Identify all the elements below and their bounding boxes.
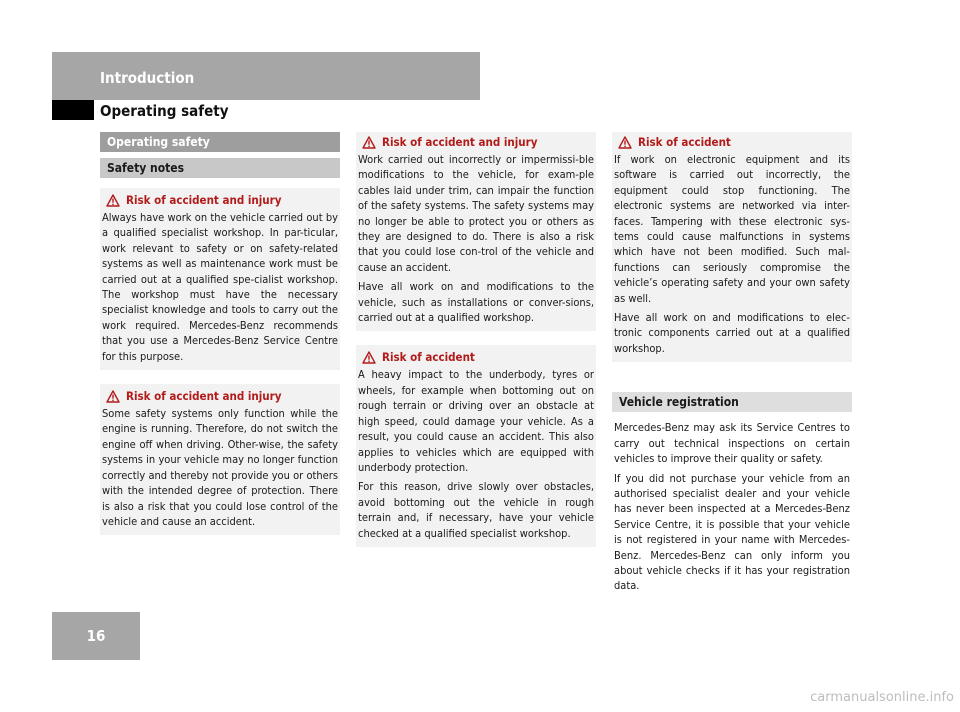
warning-triangle-icon	[362, 351, 376, 364]
section-marker	[52, 100, 94, 120]
registration-text: Mercedes-Benz may ask its Service Centres to carry out technical inspections on certain vehicles to improve their quality or safety.	[614, 421, 850, 466]
warning-text: For this reason, drive slowly over obstacles, avoid bottoming out the vehicle in rough terrain and, if necessary, have your vehicle checked at a qualified specialist workshop.	[358, 480, 594, 540]
warning-text: Some safety systems only function while the engine is running. Therefore, do not switch the engine off when driving. Other-wise, the safety systems in your vehicle may no longer function correctly and thereby not provide you or others with the intended degree of protection. There is also a risk that you could lose control of the vehicle and cause an accident.	[102, 407, 338, 528]
warning-box	[356, 132, 596, 331]
column-2	[356, 132, 596, 555]
chapter-title: Introduction	[100, 69, 195, 87]
warning-triangle-icon	[618, 136, 632, 149]
page-number: 16	[86, 627, 106, 645]
warning-title-text: Risk of accident and injury	[126, 389, 282, 404]
warning-text: If work on electronic equipment and its software is carried out incorrectly, the equipment could stop functioning. The electronic systems are networked via inter-faces. Tampering with these electronic sys-tems could cause malfunctions in systems which have not been modified. Such mal-functions can seriously compromise the vehicle’s operating safety and your own safety as well.	[614, 153, 850, 305]
warning-text: Have all work on and modifications to elec-tronic components carried out at a qualified workshop.	[614, 311, 850, 355]
warning-title-text: Risk of accident and injury	[382, 135, 538, 149]
subsection-heading: Safety notes	[100, 158, 340, 178]
section-heading: Operating safety	[100, 132, 340, 152]
warning-text: A heavy impact to the underbody, tyres or wheels, for example when bottoming out on rough terrain or driving over an obstacle at high speed, could damage your vehicle. As a result, you could cause an accident. This also applies to vehicles which are equipped with underbody protection.	[358, 368, 594, 474]
warning-title-text: Risk of accident	[638, 135, 731, 149]
warning-triangle-icon	[106, 390, 120, 403]
warning-text: Have all work on and modifications to the vehicle, such as installations or conver-sions, carried out at a qualified workshop.	[358, 280, 594, 325]
warning-text: Always have work on the vehicle carried out by a qualified specialist workshop. In par-ticular, work relevant to safety or on safety-related systems as well as maintenance work must be carried out at a qualified spe-cialist workshop. The workshop must have the necessary specialist knowledge and tools to carry out the work required. Mercedes-Benz recommends that you use a Mercedes-Benz Service Centre for this purpose.	[102, 211, 338, 363]
section-title: Operating safety	[100, 102, 229, 120]
column-3	[612, 132, 852, 598]
watermark: carmanualsonline.info	[810, 690, 954, 705]
warning-title	[106, 388, 338, 404]
warning-box	[356, 345, 596, 546]
warning-triangle-icon	[362, 136, 376, 149]
warning-title-text: Risk of accident	[382, 350, 475, 365]
warning-triangle-icon	[106, 194, 120, 207]
warning-box	[100, 188, 340, 370]
column-1	[100, 132, 340, 543]
warning-title-text: Risk of accident and injury	[126, 193, 282, 207]
warning-title	[106, 192, 338, 208]
warning-box	[612, 132, 852, 362]
registration-text: If you did not purchase your vehicle from an authorised specialist dealer and your vehicle has never been inspected at a Mercedes-Benz Service Centre, it is possible that your vehicle is not registered in your name with Mercedes-Benz. Mercedes-Benz can only inform you about vehicle checks if it has your registration data.	[614, 471, 850, 593]
registration-heading: Vehicle registration	[612, 392, 852, 412]
warning-title	[618, 134, 850, 150]
warning-title	[362, 349, 594, 365]
warning-text: Work carried out incorrectly or impermissi-ble modifications to the vehicle, for exam-ple cables laid under trim, can impair the function of the safety systems. The safety systems may no longer be able to protect you or others as they are designed to do. There is also a risk that you could lose con-trol of the vehicle and cause an accident.	[358, 153, 594, 274]
warning-box	[100, 384, 340, 535]
warning-title	[362, 134, 594, 150]
